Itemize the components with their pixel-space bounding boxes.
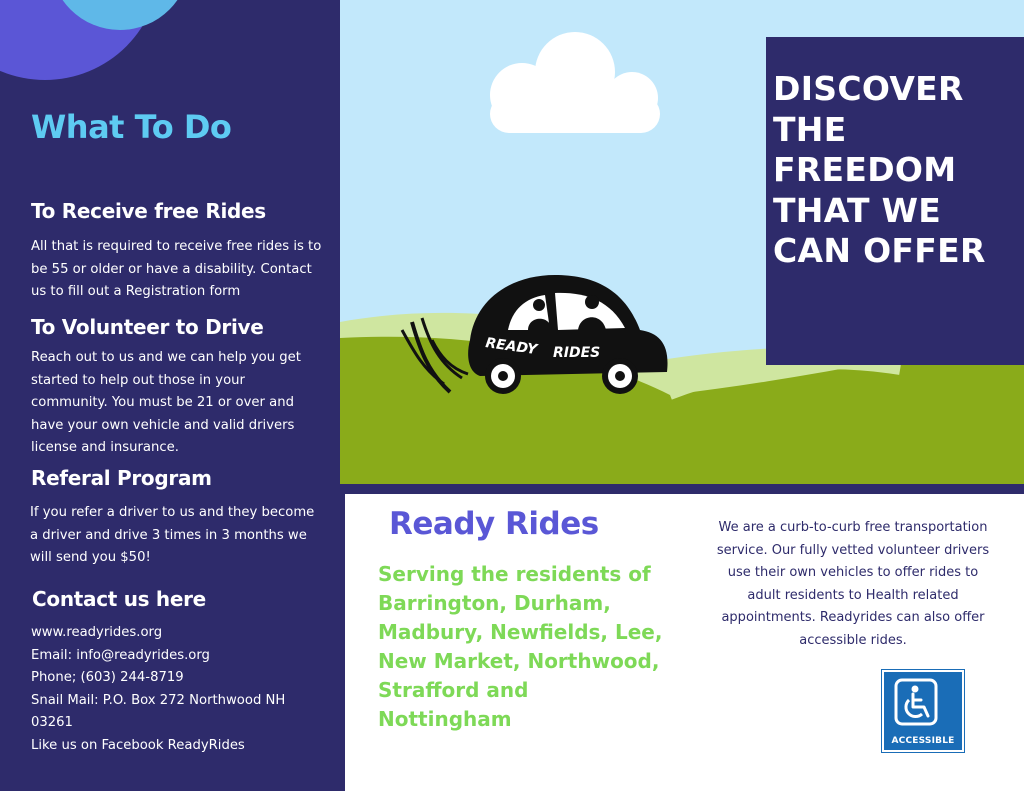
wheelchair-icon bbox=[884, 676, 962, 736]
referral-body: If you refer a driver to us and they become a driver and drive 3 times in 3 months we will send you $50! bbox=[30, 505, 315, 565]
headline-line: FREEDOM bbox=[773, 150, 957, 189]
volunteer-title: To Volunteer to Drive bbox=[31, 315, 264, 339]
headline-line: CAN OFFER bbox=[773, 231, 986, 270]
contact-title: Contact us here bbox=[32, 587, 206, 611]
referral-title: Referal Program bbox=[31, 466, 212, 490]
service-description: We are a curb-to-curb free transportation service. Our fully vetted volunteer drivers use their own vehicles to offer rides to adult residents to Health related appointments. Readyrides can also offer accessible rides. bbox=[716, 520, 990, 648]
left-panel bbox=[0, 0, 345, 791]
headline-text bbox=[773, 69, 1018, 272]
headline-line: DISCOVER bbox=[773, 69, 964, 108]
email-link[interactable]: Email: info@readyrides.org bbox=[31, 647, 210, 663]
phone-text: Phone; (603) 244-8719 bbox=[31, 670, 184, 685]
what-to-do-heading: What To Do bbox=[31, 108, 232, 146]
mail-address-line2: 03261 bbox=[31, 715, 73, 730]
headline-banner bbox=[766, 37, 1024, 365]
headline-line: THAT WE bbox=[773, 190, 942, 230]
contact-details bbox=[31, 622, 331, 757]
car-logo-word1: READY bbox=[484, 335, 539, 359]
mail-address-line1: Snail Mail: P.O. Box 272 Northwood NH bbox=[31, 692, 286, 708]
accessible-sign bbox=[882, 670, 964, 752]
headline-line: THE bbox=[773, 109, 847, 149]
brand-title: Ready Rides bbox=[389, 506, 599, 542]
car-logo-word2: RIDES bbox=[553, 345, 601, 361]
volunteer-body: Reach out to us and we can help you get started to help out those in your community. You must be 21 or over and have your own vehicle and valid drivers license and insurance. bbox=[31, 350, 301, 455]
receive-rides-body: All that is required to receive free rides is to be 55 or older or have a disability. Contact us to fill out a Registration form bbox=[31, 239, 322, 299]
divider-strip bbox=[340, 484, 1024, 494]
website-link[interactable]: www.readyrides.org bbox=[31, 625, 163, 640]
facebook-text: Like us on Facebook ReadyRides bbox=[31, 737, 245, 753]
cloud-icon bbox=[490, 32, 660, 133]
accessible-label: ACCESSIBLE bbox=[891, 736, 955, 746]
service-area-text: Serving the residents of Barrington, Durham, Madbury, Newfields, Lee, New Market, Northwood, Strafford and Nottingham bbox=[378, 562, 663, 731]
receive-rides-title: To Receive free Rides bbox=[31, 199, 266, 223]
